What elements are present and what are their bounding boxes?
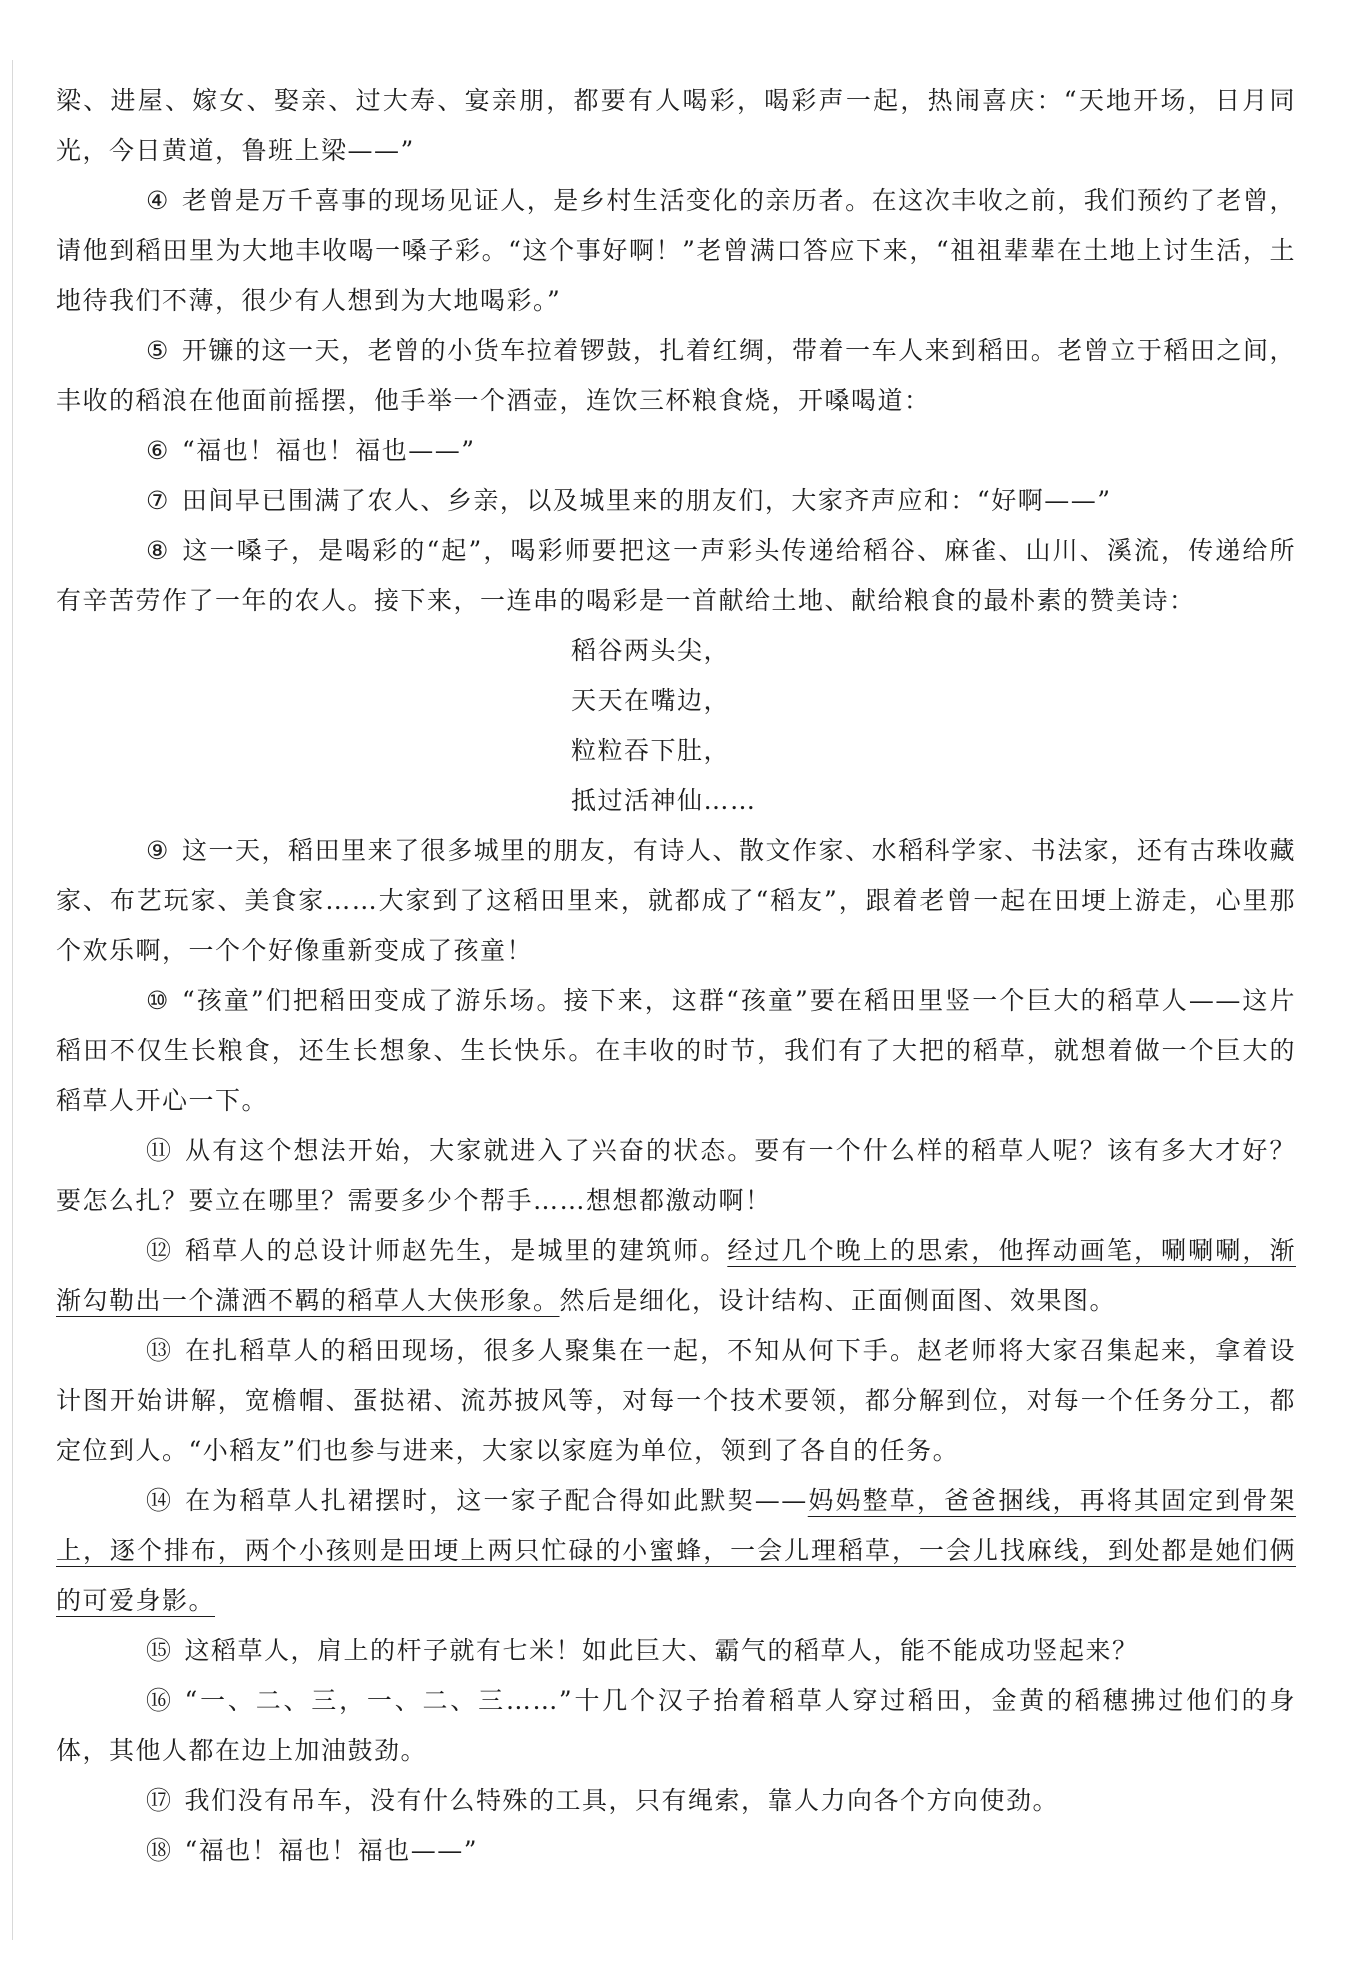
poem-line: 抵过活神仙…… <box>571 786 757 815</box>
paragraph-text: 稻草人的总设计师赵先生，是城里的建筑师。 <box>184 1236 728 1265</box>
paragraph-text: 开镰的这一天，老曾的小货车拉着锣鼓，扎着红绸，带着一车人来到稻田。老曾立于稻田之间，丰收的稻浪在他面前摇摆，他手举一个酒壶，连饮三杯粮食烧，开嗓喝道： <box>56 336 1296 415</box>
poem-line: 粒粒吞下肚， <box>571 736 731 765</box>
paragraph-15 <box>56 1626 1296 1676</box>
paragraph-number: ⑪ <box>146 1136 173 1165</box>
paragraph-3-continued: 梁、进屋、嫁女、娶亲、过大寿、宴亲朋，都要有人喝彩，喝彩声一起，热闹喜庆：“天地开场，日月同光，今日黄道，鲁班上梁——” <box>56 86 1296 165</box>
paragraph-9 <box>56 826 1296 976</box>
paragraph-number: ⑩ <box>146 986 170 1015</box>
paragraph-16 <box>56 1676 1296 1776</box>
paragraph-13 <box>56 1326 1296 1476</box>
paragraph-text: “福也！福也！福也——” <box>181 436 476 465</box>
underlined-sentence: 经过几个晚上的思索，他挥动画笔，唰唰唰，渐渐勾勒出一个潇洒不羁的稻草人大侠形象。 <box>56 1236 1296 1315</box>
paragraph-number: ⑦ <box>146 486 170 515</box>
paragraph-number: ⑮ <box>146 1636 173 1665</box>
paragraph-text: 这一天，稻田里来了很多城里的朋友，有诗人、散文作家、水稻科学家、书法家，还有古珠收藏家、布艺玩家、美食家……大家到了这稻田里来，就都成了“稻友”，跟着老曾一起在田埂上游走，心里那个欢乐啊，一个个好像重新变成了孩童！ <box>56 836 1296 965</box>
paragraph-number: ⑨ <box>146 836 170 865</box>
binding-margin-line <box>12 60 13 1940</box>
paragraph-4 <box>56 176 1296 326</box>
paragraph-5 <box>56 326 1296 426</box>
paragraph-8 <box>56 526 1296 626</box>
paragraph-text: 这一嗓子，是喝彩的“起”，喝彩师要把这一声彩头传递给稻谷、麻雀、山川、溪流，传递给所有辛苦劳作了一年的农人。接下来，一连串的喝彩是一首献给土地、献给粮食的最朴素的赞美诗： <box>56 536 1296 615</box>
poem-line: 天天在嘴边， <box>571 686 731 715</box>
paragraph-number: ⑯ <box>146 1686 173 1715</box>
article-body <box>56 76 1296 1876</box>
paragraph-text: 在为稻草人扎裙摆时，这一家子配合得如此默契—— <box>184 1486 808 1515</box>
paragraph-text: 田间早已围满了农人、乡亲，以及城里来的朋友们，大家齐声应和：“好啊——” <box>181 486 1112 515</box>
paragraph-number: ⑤ <box>146 336 170 365</box>
paragraph-14 <box>56 1476 1296 1626</box>
paragraph-text: 然后是细化，设计结构、正面侧面图、效果图。 <box>559 1286 1117 1315</box>
paragraph-text: 这稻草人，肩上的杆子就有七米！如此巨大、霸气的稻草人，能不能成功竖起来？ <box>184 1636 1139 1665</box>
paragraph-12 <box>56 1226 1296 1326</box>
paragraph-number: ⑧ <box>146 536 170 565</box>
paragraph-text: 从有这个想法开始，大家就进入了兴奋的状态。要有一个什么样的稻草人呢？该有多大才好？要怎么扎？要立在哪里？需要多少个帮手……想想都激动啊！ <box>56 1136 1296 1215</box>
poem <box>56 626 1296 826</box>
paragraph-number: ④ <box>146 186 170 215</box>
underlined-sentence: 妈妈整草，爸爸捆线，再将其固定到骨架上，逐个排布，两个小孩则是田埂上两只忙碌的小蜜蜂，一会儿理稻草，一会儿找麻线，到处都是她们俩的可爱身影。 <box>56 1486 1296 1615</box>
paragraph-text: “一、二、三，一、二、三……”十几个汉子抬着稻草人穿过稻田，金黄的稻穗拂过他们的身体，其他人都在边上加油鼓劲。 <box>56 1686 1296 1765</box>
paragraph-10 <box>56 976 1296 1126</box>
poem-line: 稻谷两头尖， <box>571 636 731 665</box>
paragraph-6 <box>56 426 1296 476</box>
paragraph-text: 老曾是万千喜事的现场见证人，是乡村生活变化的亲历者。在这次丰收之前，我们预约了老曾，请他到稻田里为大地丰收喝一嗓子彩。“这个事好啊！”老曾满口答应下来，“祖祖辈辈在土地上讨生活，土地待我们不薄，很少有人想到为大地喝彩。” <box>56 186 1296 315</box>
paragraph-number: ⑬ <box>146 1336 173 1365</box>
paragraph-11 <box>56 1126 1296 1226</box>
paragraph-number: ⑱ <box>146 1836 173 1865</box>
paragraph-text: 在扎稻草人的稻田现场，很多人聚集在一起，不知从何下手。赵老师将大家召集起来，拿着设计图开始讲解，宽檐帽、蛋挞裙、流苏披风等，对每一个技术要领，都分解到位，对每一个任务分工，都定位到人。“小稻友”们也参与进来，大家以家庭为单位，领到了各自的任务。 <box>56 1336 1296 1465</box>
paragraph-number: ⑭ <box>146 1486 173 1515</box>
paragraph-18 <box>56 1826 1296 1876</box>
paragraph-number: ⑰ <box>146 1786 173 1815</box>
paragraph-7 <box>56 476 1296 526</box>
paragraph-17 <box>56 1776 1296 1826</box>
paragraph-number: ⑫ <box>146 1236 173 1265</box>
paragraph-text: “福也！福也！福也——” <box>184 1836 479 1865</box>
paragraph-text: “孩童”们把稻田变成了游乐场。接下来，这群“孩童”要在稻田里竖一个巨大的稻草人——这片稻田不仅生长粮食，还生长想象、生长快乐。在丰收的时节，我们有了大把的稻草，就想着做一个巨大的稻草人开心一下。 <box>56 986 1296 1115</box>
paragraph-text: 我们没有吊车，没有什么特殊的工具，只有绳索，靠人力向各个方向使劲。 <box>184 1786 1060 1815</box>
paragraph-number: ⑥ <box>146 436 170 465</box>
